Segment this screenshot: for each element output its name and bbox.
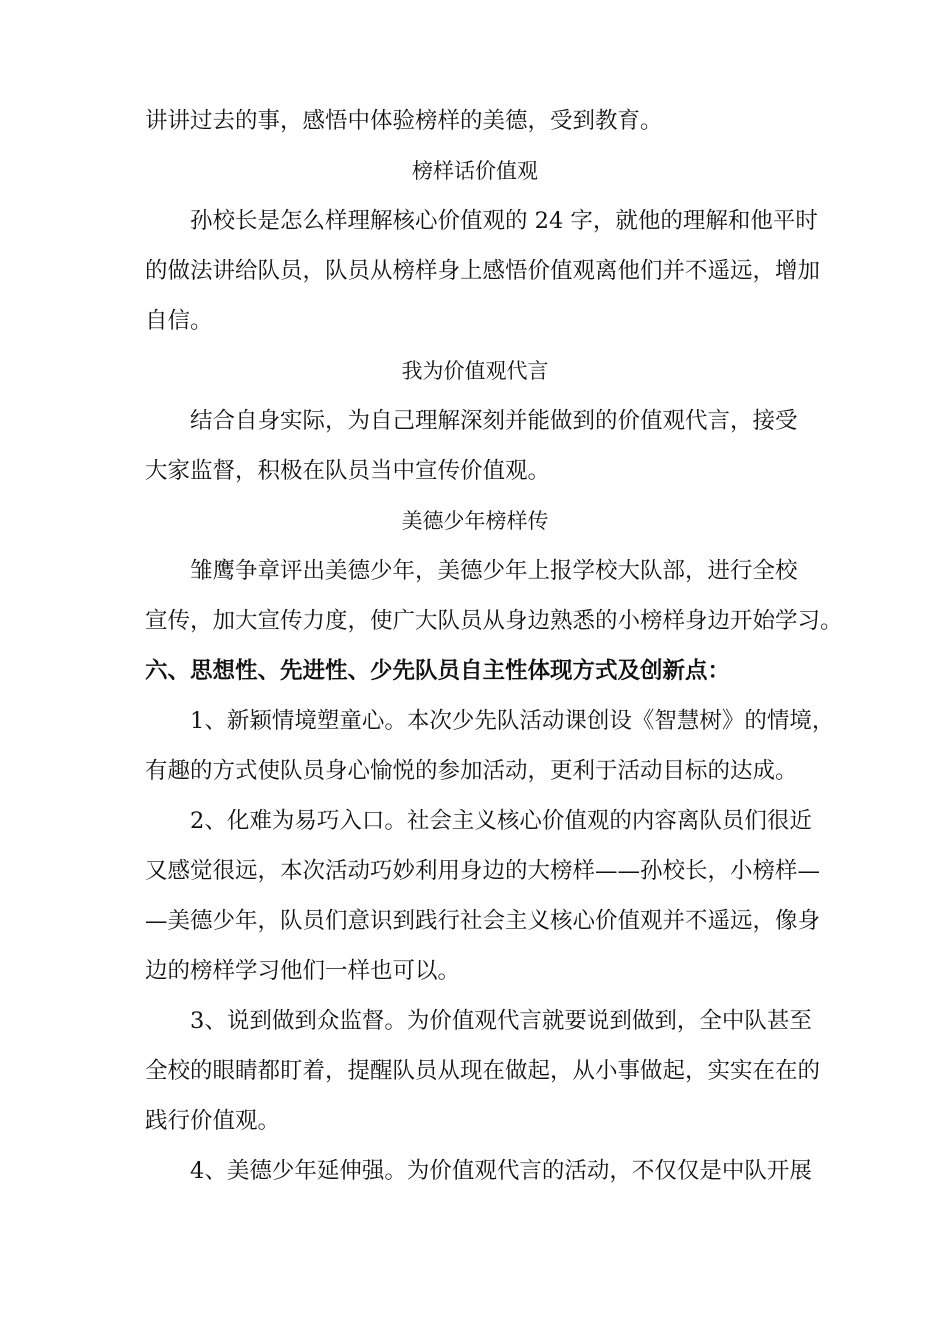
point-3-line: 践行价值观。 xyxy=(145,1108,281,1134)
point-2-line: 边的榜样学习他们一样也可以。 xyxy=(145,958,461,984)
paragraph-line: 结合自身实际，为自己理解深刻并能做到的价值观代言，接受 xyxy=(190,408,798,434)
point-2-line: 又感觉很远，本次活动巧妙利用身边的大榜样——孙校长，小榜样— xyxy=(145,858,821,884)
paragraph-line: 大家监督，积极在队员当中宣传价值观。 xyxy=(145,458,551,484)
paragraph-line: 宣传，加大宣传力度，使广大队员从身边熟悉的小榜样身边开始学习。 xyxy=(145,608,843,634)
intro-line: 讲讲过去的事，感悟中体验榜样的美德，受到教育。 xyxy=(145,108,663,134)
paragraph-line: 的做法讲给队员，队员从榜样身上感悟价值观离他们并不遥远，增加 xyxy=(145,258,821,284)
heading-virtue-youth: 美德少年榜样传 xyxy=(401,509,549,533)
point-4-line: 4、美德少年延伸强。为价值观代言的活动，不仅仅是中队开展 xyxy=(190,1158,812,1184)
heading-endorse-values: 我为价值观代言 xyxy=(401,359,549,383)
point-3-line: 3、说到做到众监督。为价值观代言就要说到做到，全中队甚至 xyxy=(190,1008,812,1034)
paragraph-line: 雏鹰争章评出美德少年，美德少年上报学校大队部，进行全校 xyxy=(190,558,798,584)
point-2-line: —美德少年，队员们意识到践行社会主义核心价值观并不遥远，像身 xyxy=(145,908,821,934)
heading-role-model-values: 榜样话价值观 xyxy=(412,159,538,183)
paragraph-line: 自信。 xyxy=(145,308,213,334)
point-2-line: 2、化难为易巧入口。社会主义核心价值观的内容离队员们很近 xyxy=(190,808,812,834)
point-1-line: 有趣的方式使队员身心愉悦的参加活动，更利于活动目标的达成。 xyxy=(145,758,798,784)
point-3-line: 全校的眼睛都盯着，提醒队员从现在做起，从小事做起，实实在在的 xyxy=(145,1058,821,1084)
section-six-title: 六、思想性、先进性、少先队员自主性体现方式及创新点： xyxy=(145,658,731,684)
paragraph-line: 孙校长是怎么样理解核心价值观的 24 字，就他的理解和他平时 xyxy=(190,208,818,234)
point-1-line: 1、新颖情境塑童心。本次少先队活动课创设《智慧树》的情境， xyxy=(190,708,835,734)
